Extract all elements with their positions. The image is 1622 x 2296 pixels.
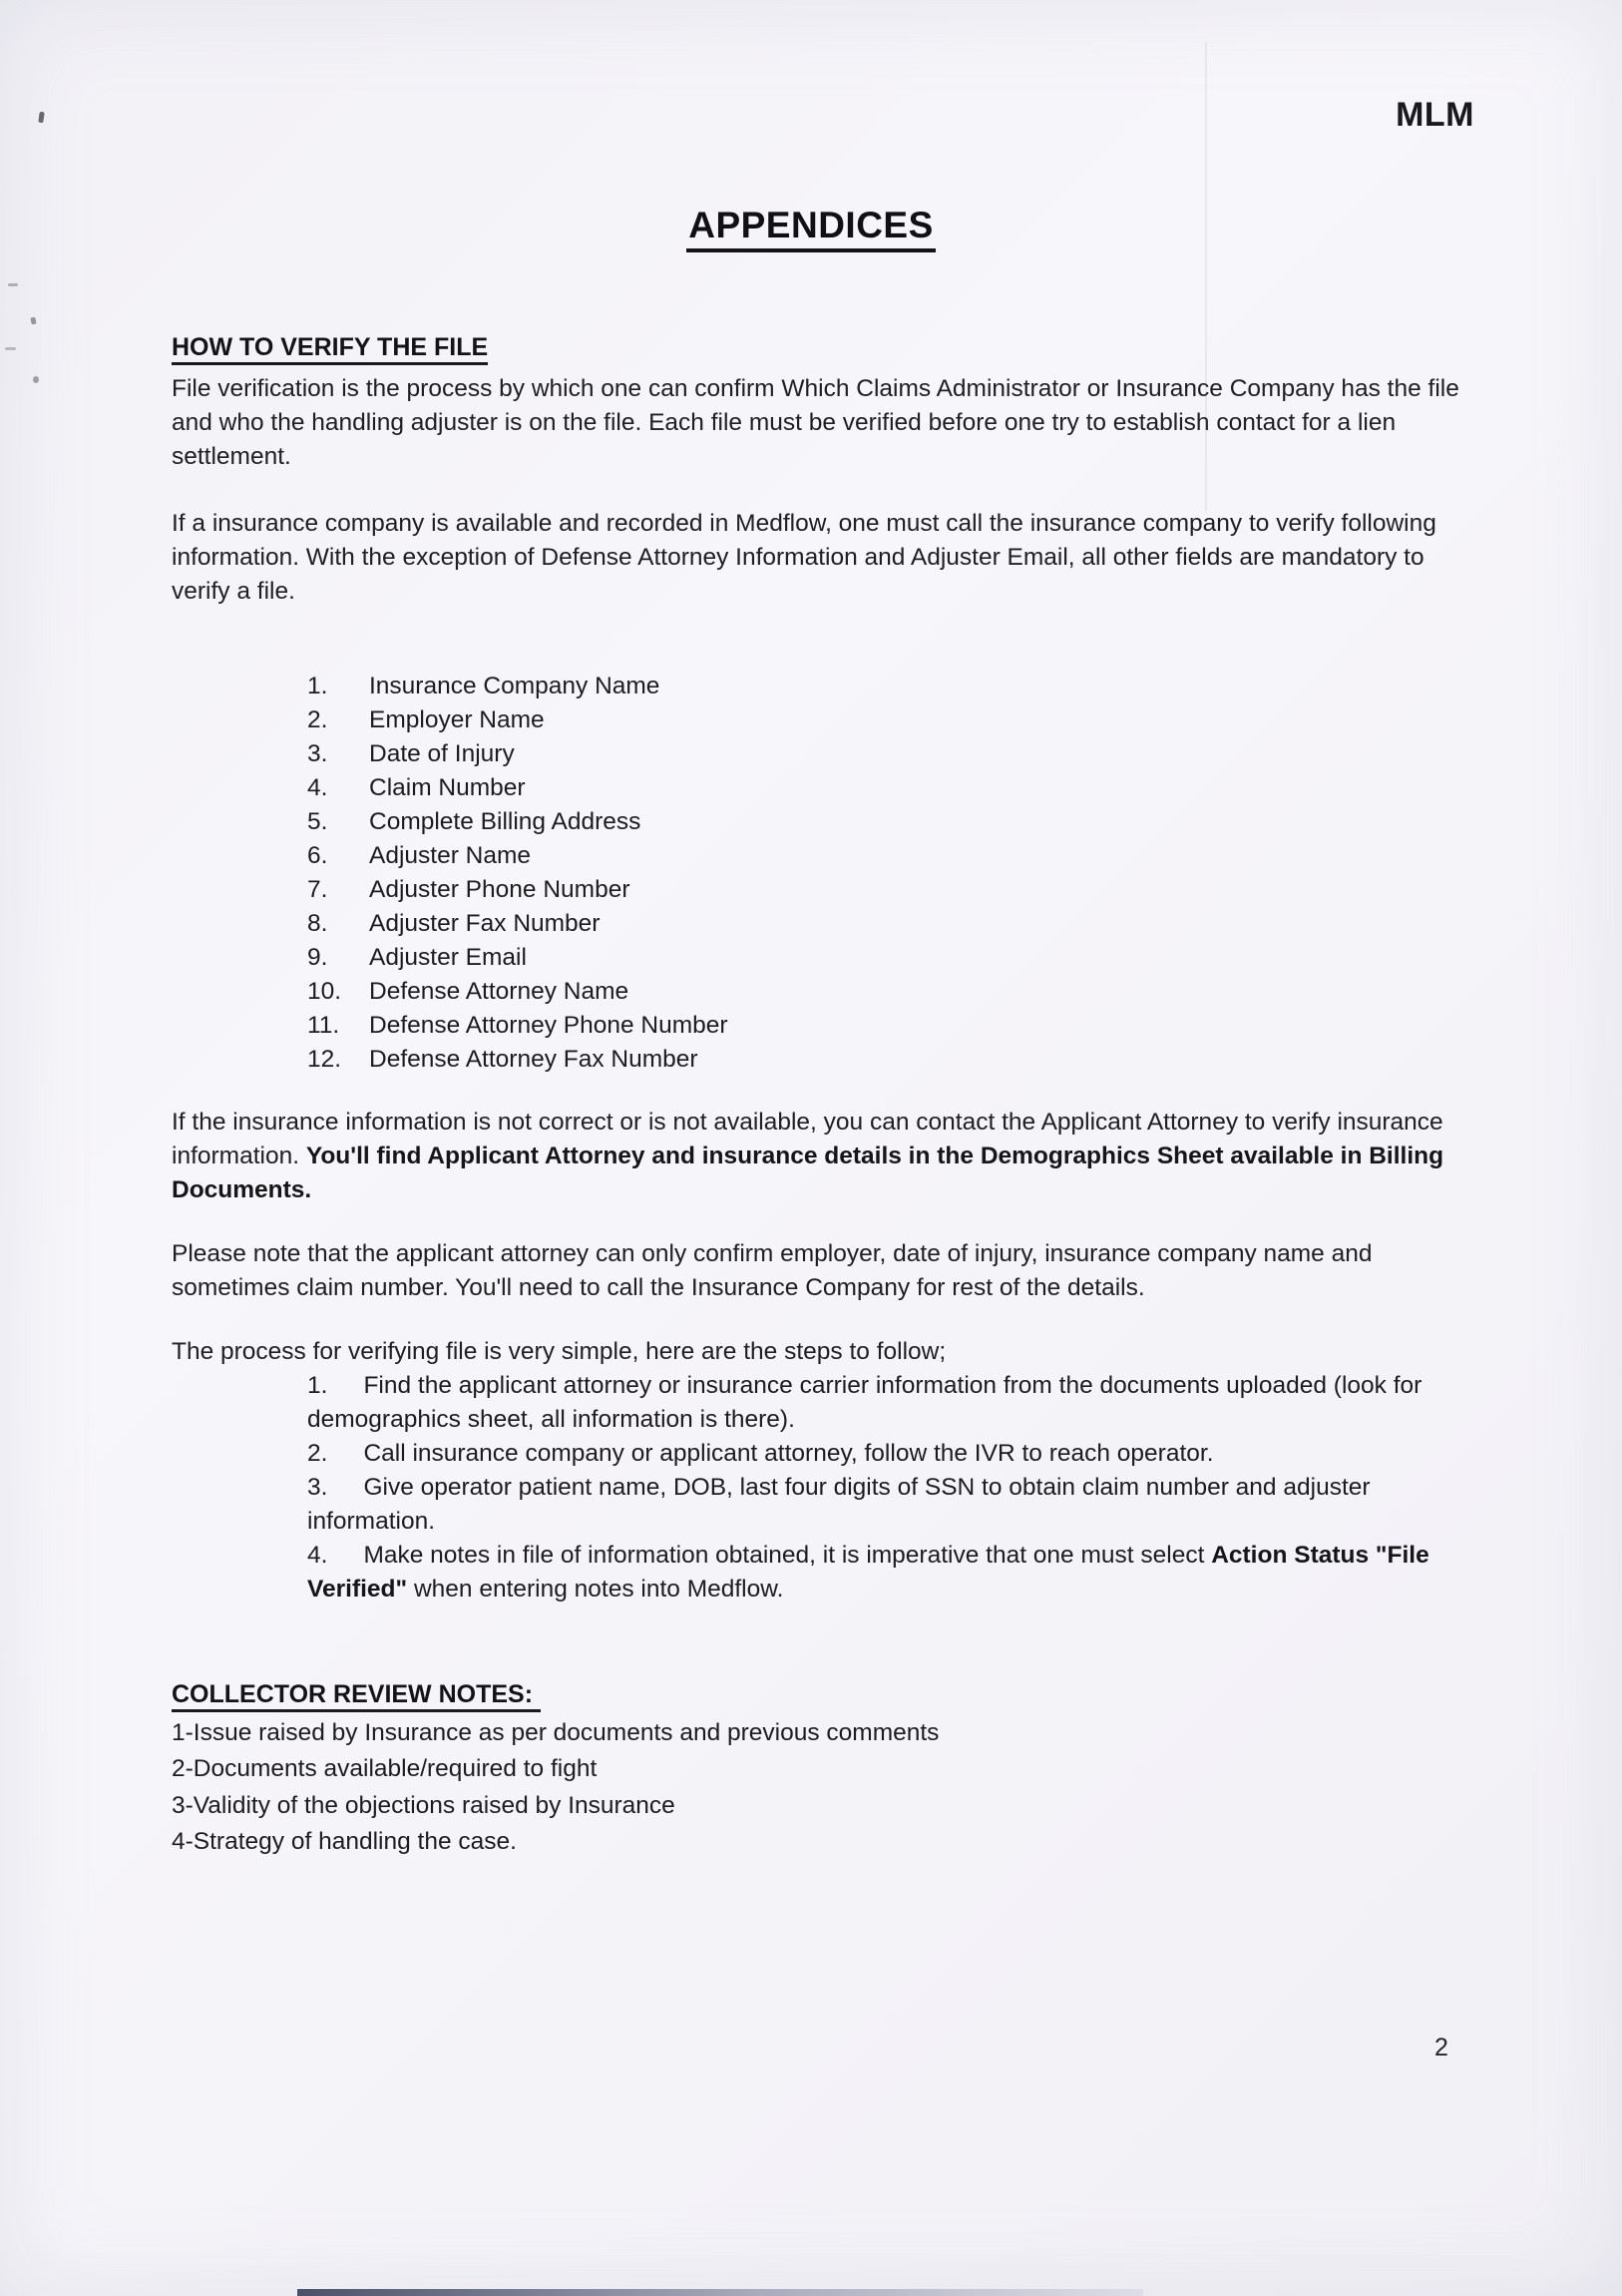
- collector-notes: [172, 1715, 1481, 1861]
- scan-speck: [8, 283, 18, 286]
- scan-streak-artifact: [1205, 42, 1207, 511]
- list-item: 5. Complete Billing Address: [307, 807, 641, 835]
- scan-speck: [33, 376, 39, 383]
- section-heading-collector: COLLECTOR REVIEW NOTES:: [172, 1679, 1481, 1709]
- paragraph-insurance-recorded: If a insurance company is available and recorded in Medflow, one must call the insurance company to verify following information. With the exception of Defense Attorney Information and Adjuster Email, all other fields are mandatory to verify a file.: [172, 509, 1436, 605]
- list-item: 2-Documents available/required to fight: [172, 1755, 598, 1783]
- list-item: 7. Adjuster Phone Number: [307, 875, 630, 903]
- paragraph-attorney-limits: Please note that the applicant attorney can only confirm employer, date of injury, insurance company name and sometimes claim number. You'll need to call the Insurance Company for rest of the details.: [172, 1239, 1373, 1301]
- list-item: 2. Call insurance company or applicant attorney, follow the IVR to reach operator.: [307, 1439, 1214, 1467]
- scan-speck: [30, 317, 36, 325]
- document-body: [0, 332, 1622, 1861]
- list-item: 4. Claim Number: [307, 773, 526, 801]
- list-item: 3. Date of Injury: [307, 739, 515, 767]
- page-title: APPENDICES: [0, 0, 1622, 246]
- list-item: 12. Defense Attorney Fax Number: [307, 1045, 698, 1073]
- scan-speck: [5, 347, 16, 350]
- page-number: 2: [1434, 2034, 1448, 2062]
- list-item: 1-Issue raised by Insurance as per documents and previous comments: [172, 1718, 940, 1746]
- verify-steps-list: [307, 1369, 1481, 1607]
- corner-label: MLM: [1396, 96, 1474, 134]
- steps-intro: The process for verifying file is very simple, here are the steps to follow;: [172, 1337, 947, 1365]
- list-item: 8. Adjuster Fax Number: [307, 909, 601, 937]
- list-item: 3-Validity of the objections raised by Insurance: [172, 1791, 675, 1819]
- list-item: 3. Give operator patient name, DOB, last four digits of SSN to obtain claim number and adjuster information.: [307, 1473, 1371, 1535]
- list-item: 4-Strategy of handling the case.: [172, 1828, 517, 1856]
- paragraph-contact-attorney: If the insurance information is not correct or is not available, you can contact the Applicant Attorney to verify insurance information. You'll find Applicant Attorney and insurance details in the Demographics Sheet available in Billing Documents.: [172, 1108, 1444, 1203]
- list-item: 4. Make notes in file of information obtained, it is imperative that one must select Action Status "File Verified" when entering notes into Medflow.: [307, 1541, 1429, 1603]
- list-item: 1. Find the applicant attorney or insurance carrier information from the documents uploaded (look for demographics sheet, all information is there).: [307, 1371, 1422, 1433]
- list-item: 10. Defense Attorney Name: [307, 977, 629, 1005]
- section-heading-verify: HOW TO VERIFY THE FILE: [172, 332, 1481, 362]
- list-item: 1. Insurance Company Name: [307, 672, 660, 699]
- verify-fields-list: [307, 670, 1481, 1077]
- list-item: 2. Employer Name: [307, 705, 545, 733]
- paragraph-file-verification: File verification is the process by which one can confirm Which Claims Administrator or Insurance Company has the file and who the handling adjuster is on the file. Each file must be verified before one try to establish contact for a lien settlement.: [172, 374, 1459, 470]
- scan-edge-artifact: [297, 2289, 1143, 2296]
- list-item: 6. Adjuster Name: [307, 841, 532, 869]
- list-item: 11. Defense Attorney Phone Number: [307, 1011, 728, 1039]
- list-item: 9. Adjuster Email: [307, 943, 527, 971]
